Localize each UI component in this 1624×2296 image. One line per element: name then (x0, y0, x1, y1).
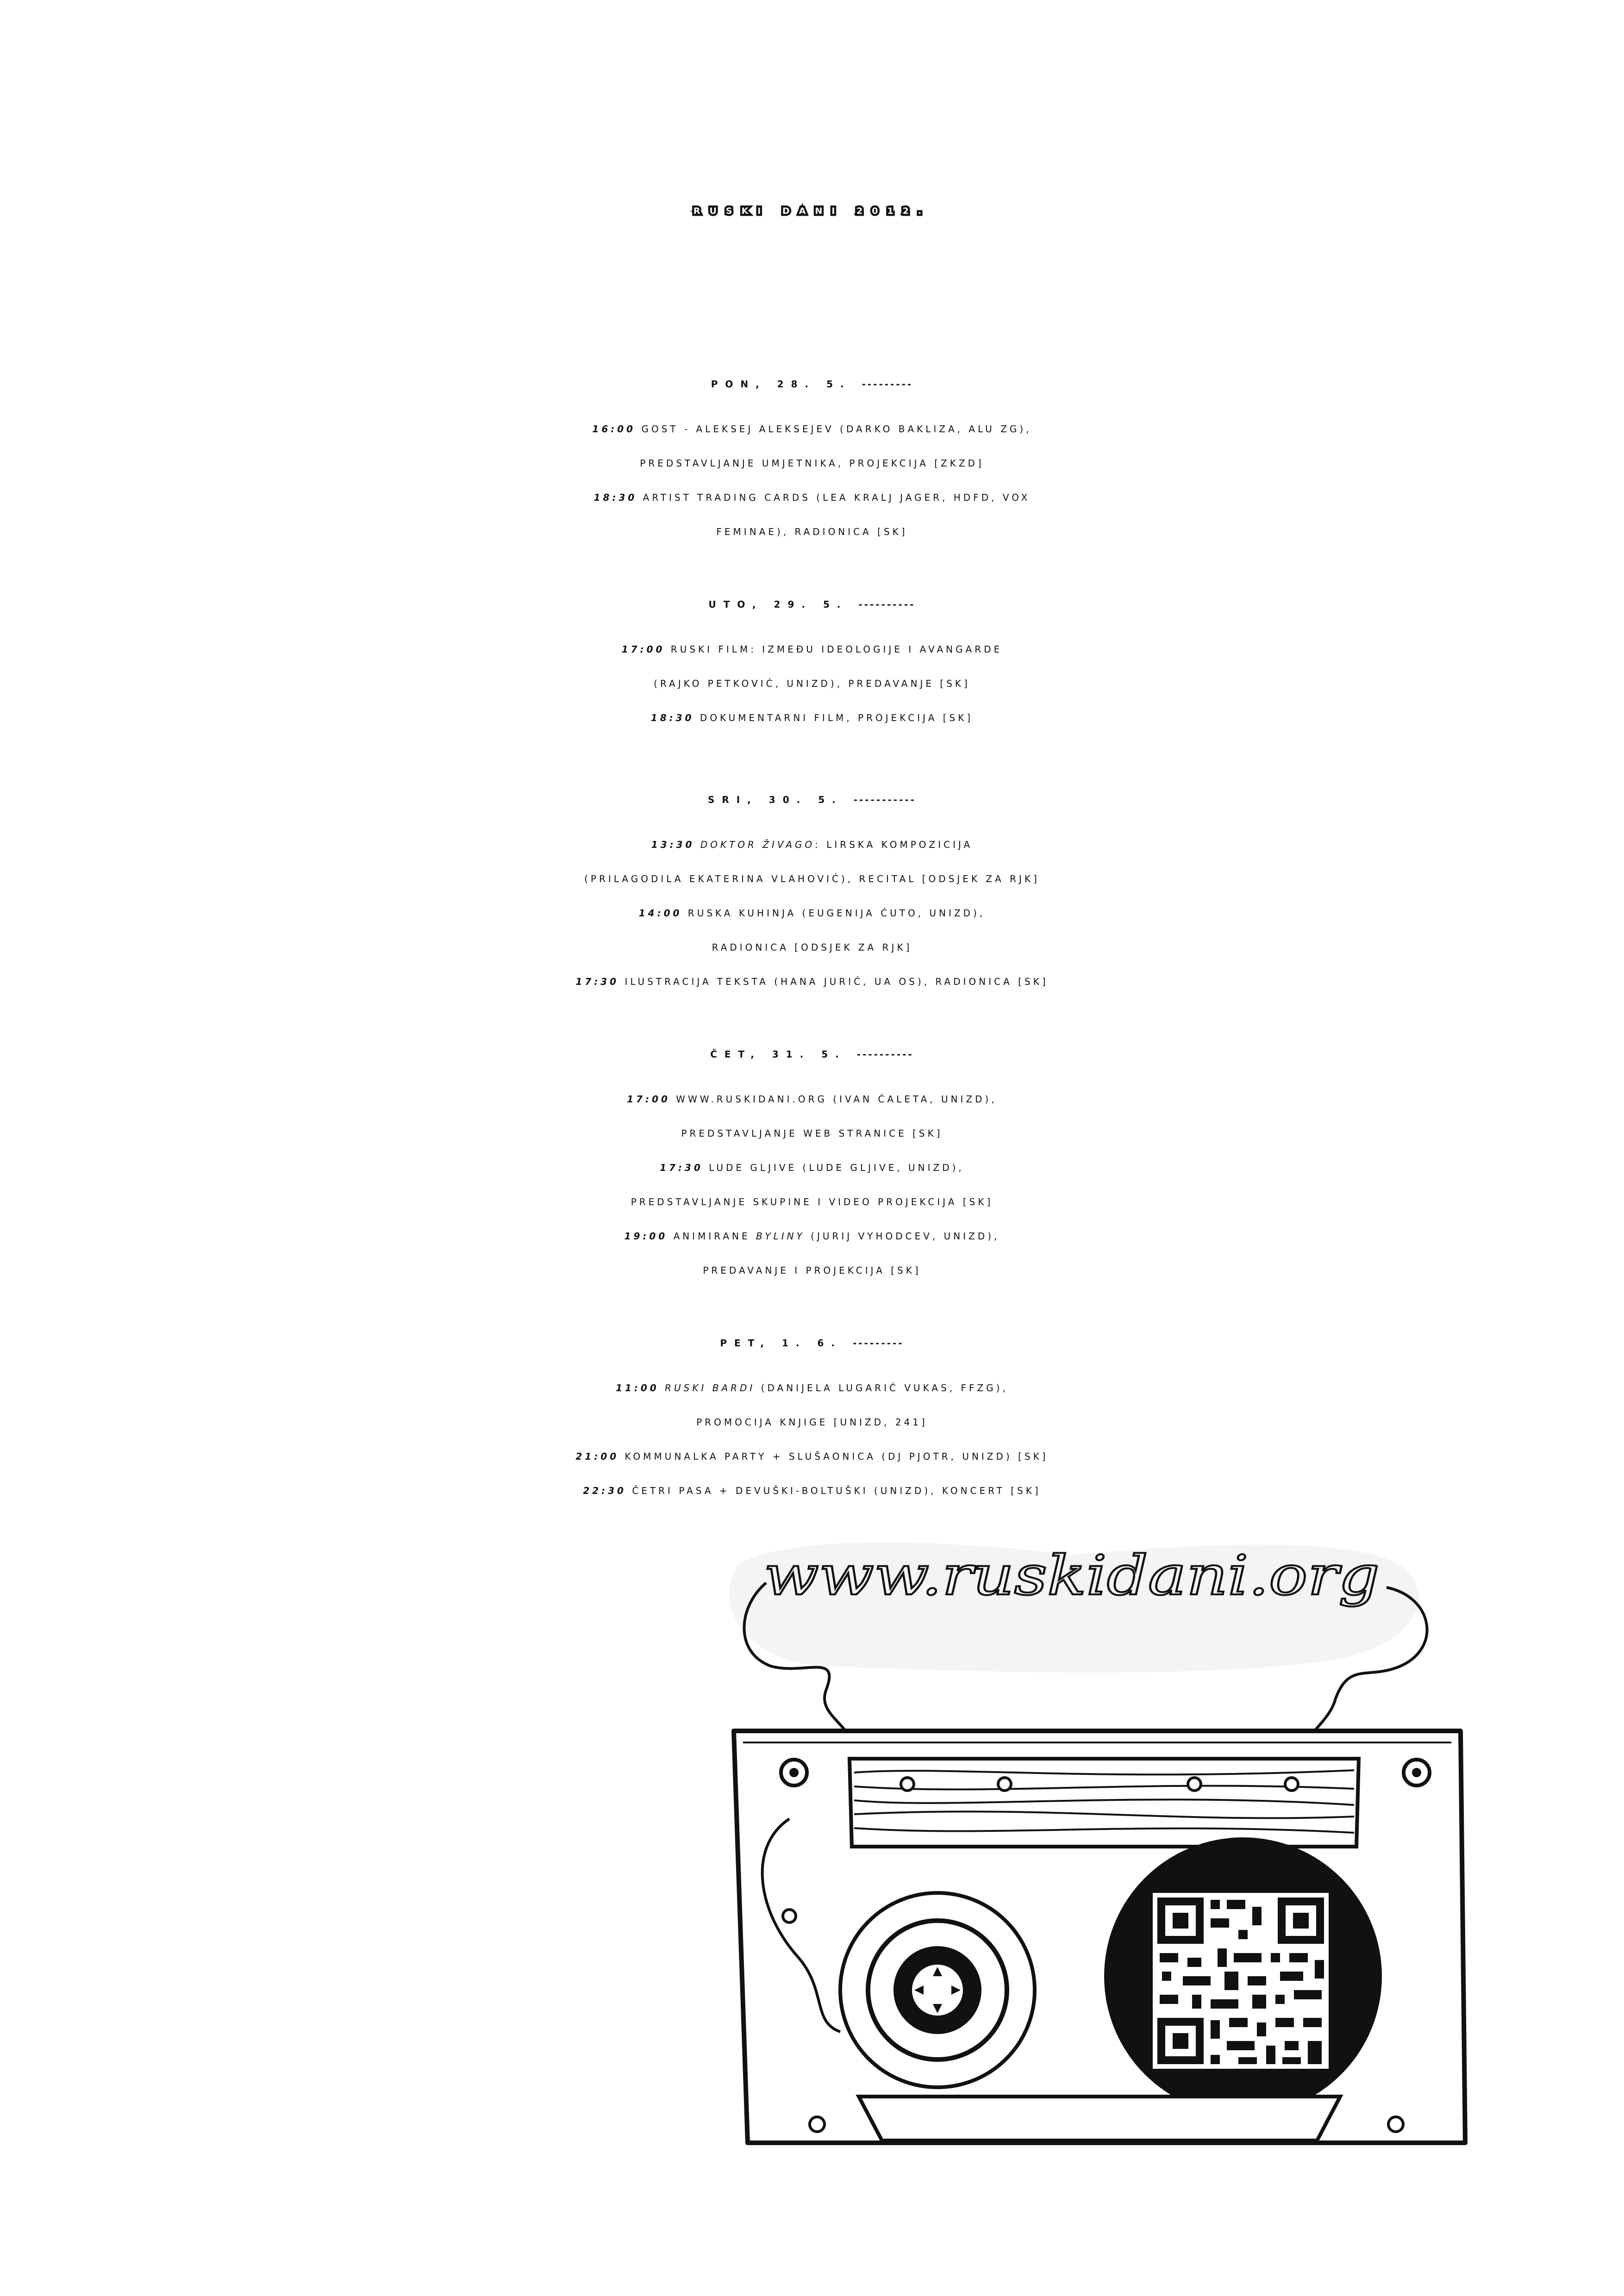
day-header-label: SRI, 30. 5. (708, 794, 843, 805)
day-block (0, 1027, 1624, 1288)
event-text: (JURIJ VYHODCEV, UNIZD), (805, 1231, 1000, 1242)
event-line (0, 1439, 1624, 1474)
event-text: RUSKI FILM: IZMEĐU IDEOLOGIJE I AVANGARDE (665, 644, 1003, 655)
day-header (0, 772, 1624, 828)
event-text: KOMMUNALKA PARTY + SLUŠAONICA (DJ PJOTR, UNIZD) [SK] (619, 1451, 1049, 1462)
event-time: 18:30 (650, 712, 694, 723)
event-title-italic: RUSKI BARDI (659, 1382, 756, 1394)
event-text: RADIONICA [ODSJEK ZA RJK] (712, 942, 912, 953)
event-line (0, 632, 1624, 666)
event-line (0, 1371, 1624, 1405)
event-text: LUDE GLJIVE (LUDE GLJIVE, UNIZD), (703, 1162, 964, 1173)
event-line (0, 1116, 1624, 1151)
event-text: ILUSTRACIJA TEKSTA (HANA JURIĆ, UA OS), RADIONICA [SK] (619, 976, 1049, 987)
event-text: PREDAVANJE I PROJEKCIJA [SK] (703, 1265, 921, 1276)
event-line (0, 1253, 1624, 1288)
event-text: RUSKA KUHINJA (EUGENIJA ĆUTO, UNIZD), (682, 908, 986, 919)
event-text: GOST - ALEKSEJ ALEKSEJEV (DARKO BAKLIZA, ALU ZG), (636, 423, 1032, 435)
event-text: ANIMIRANE (668, 1231, 756, 1242)
event-line (0, 515, 1624, 549)
event-text: PREDSTAVLJANJE UMJETNIKA, PROJEKCIJA [ZKZD] (640, 458, 984, 469)
day-block (0, 577, 1624, 735)
day-header (0, 1315, 1624, 1371)
day-header-dashes: ----------- (853, 794, 916, 805)
day-header-dashes: --------- (852, 1338, 904, 1349)
day-header-dashes: ---------- (858, 599, 916, 610)
event-time: 17:30 (660, 1162, 703, 1173)
day-header-dashes: ---------- (856, 1049, 914, 1060)
event-time: 14:00 (638, 908, 682, 919)
event-time: 16:00 (592, 423, 636, 435)
event-line (0, 1151, 1624, 1185)
day-header (0, 1027, 1624, 1082)
event-time: 21:00 (575, 1451, 619, 1462)
event-text: (PRILAGODILA EKATERINA VLAHOVIĆ), RECITAL [ODSJEK ZA RJK] (584, 873, 1040, 884)
event-text: ARTIST TRADING CARDS (LEA KRALJ JAGER, HDFD, VOX (637, 492, 1031, 503)
event-time: 17:30 (575, 976, 619, 987)
event-line (0, 1474, 1624, 1508)
event-line (0, 666, 1624, 701)
event-text: PREDSTAVLJANJE WEB STRANICE [SK] (681, 1128, 943, 1139)
event-time: 11:00 (616, 1382, 659, 1394)
event-title-italic: DOKTOR ŽIVAGO (694, 839, 815, 850)
event-text: (RAJKO PETKOVIĆ, UNIZD), PREDAVANJE [SK] (654, 678, 970, 689)
event-program (0, 356, 1624, 1536)
day-header-label: PET, 1. 6. (720, 1338, 842, 1349)
page-title: RUSKI DANI 2012. (693, 206, 931, 216)
event-time: 17:00 (627, 1094, 670, 1105)
qr-code-icon (1153, 1893, 1329, 2069)
day-header (0, 577, 1624, 632)
event-line (0, 1405, 1624, 1439)
event-line (0, 964, 1624, 999)
event-line (0, 701, 1624, 735)
event-line (0, 828, 1624, 862)
event-time: 18:30 (593, 492, 637, 503)
day-header-label: PON, 28. 5. (711, 379, 851, 390)
event-line (0, 896, 1624, 930)
day-header-label: UTO, 29. 5. (708, 599, 848, 610)
event-text: WWW.RUSKIDANI.ORG (IVAN ĆALETA, UNIZD), (670, 1094, 997, 1105)
event-time: 19:00 (624, 1231, 668, 1242)
event-text: (DANIJELA LUGARIĆ VUKAS, FFZG), (755, 1382, 1008, 1394)
day-header (0, 356, 1624, 412)
event-line (0, 1185, 1624, 1219)
event-time: 17:00 (621, 644, 665, 655)
event-line (0, 480, 1624, 515)
event-text: ČETRI PASA + DEVUŠKI-BOLTUŠKI (UNIZD), KONCERT [SK] (626, 1485, 1041, 1496)
event-line (0, 930, 1624, 964)
event-text: DOKUMENTARNI FILM, PROJEKCIJA [SK] (694, 712, 974, 723)
event-time: 13:30 (651, 839, 695, 850)
event-text: PROMOCIJA KNJIGE [UNIZD, 241] (696, 1417, 928, 1428)
cassette-tape-illustration (720, 1513, 1479, 2277)
day-block (0, 356, 1624, 549)
event-title-italic: BYLINY (756, 1231, 805, 1242)
day-block (0, 772, 1624, 999)
event-line (0, 1082, 1624, 1116)
day-header-label: ČET, 31. 5. (710, 1049, 846, 1060)
event-text: FEMINAE), RADIONICA [SK] (716, 526, 908, 537)
event-line (0, 862, 1624, 896)
day-block (0, 1315, 1624, 1508)
event-line (0, 446, 1624, 480)
event-text: : LIRSKA KOMPOZICIJA (815, 839, 973, 850)
event-time: 22:30 (583, 1485, 626, 1496)
event-text: PREDSTAVLJANJE SKUPINE I VIDEO PROJEKCIJA [SK] (631, 1196, 993, 1207)
event-line (0, 1219, 1624, 1253)
handwritten-url: www.ruskidani.org (764, 1543, 1380, 1607)
day-header-dashes: --------- (862, 379, 913, 390)
event-line (0, 412, 1624, 446)
